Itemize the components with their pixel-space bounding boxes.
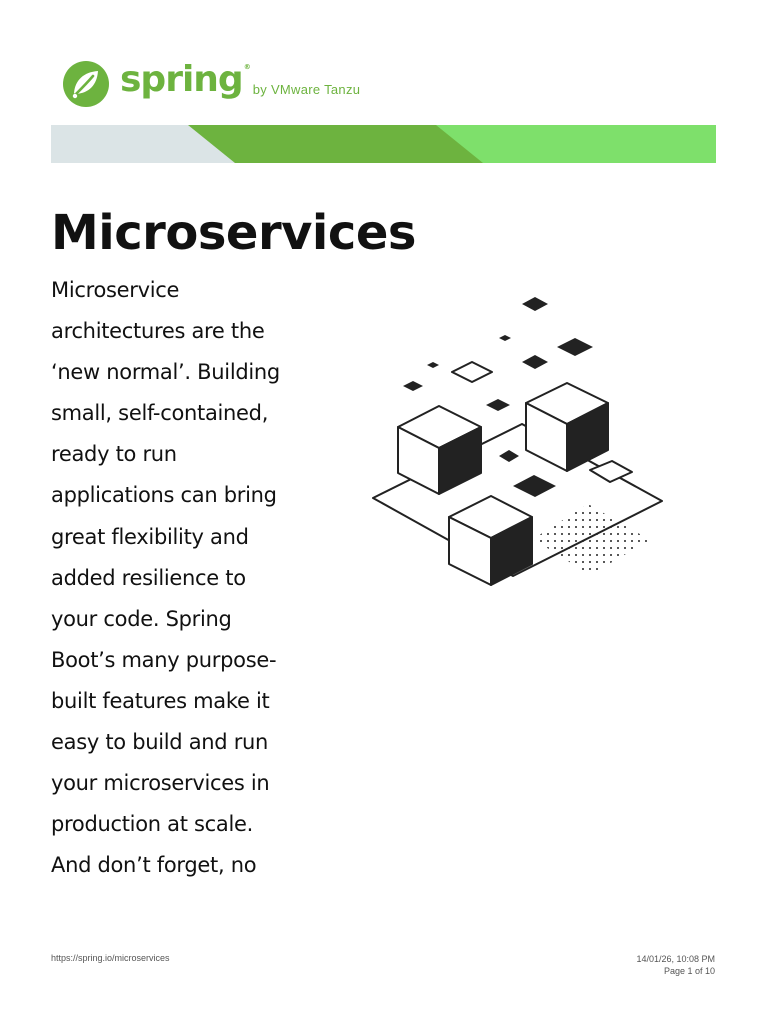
body-line: easy to build and run bbox=[51, 730, 269, 755]
floating-diamond bbox=[522, 355, 548, 369]
footer-timestamp: 14/01/26, 10:08 PM bbox=[636, 954, 715, 964]
banner-light-green-segment bbox=[436, 125, 716, 163]
floating-diamond bbox=[427, 362, 439, 368]
body-line: And don’t forget, no bbox=[51, 853, 257, 878]
registered-mark: ® bbox=[243, 63, 250, 71]
floating-diamond bbox=[486, 399, 510, 411]
floating-outline-diamond bbox=[452, 362, 492, 382]
body-line: your microservices in bbox=[51, 771, 270, 796]
body-line: your code. Spring bbox=[51, 606, 232, 631]
floating-diamond bbox=[557, 338, 593, 356]
body-line: small, self-contained, bbox=[51, 401, 269, 426]
floating-diamond bbox=[499, 335, 511, 341]
body-line: Microservice bbox=[51, 278, 180, 302]
body-line: applications can bring bbox=[51, 483, 277, 508]
isometric-cubes-illustration bbox=[370, 290, 670, 590]
header-banner bbox=[51, 125, 716, 163]
body-line: added resilience to bbox=[51, 565, 246, 590]
body-line: ‘new normal’. Building bbox=[51, 360, 280, 385]
body-line: architectures are the bbox=[51, 319, 265, 344]
body-line: built features make it bbox=[51, 688, 270, 713]
floating-diamond bbox=[522, 297, 548, 311]
body-paragraph bbox=[51, 270, 316, 886]
body-line: ready to run bbox=[51, 442, 177, 467]
footer-page-number: Page 1 of 10 bbox=[663, 966, 715, 976]
footer-meta bbox=[636, 953, 715, 977]
spring-logo bbox=[62, 59, 360, 109]
body-line: great flexibility and bbox=[51, 524, 249, 549]
floating-diamond bbox=[403, 381, 423, 391]
brand-tagline: by VMware Tanzu bbox=[252, 81, 361, 97]
page-title: Microservices bbox=[51, 205, 416, 261]
spring-leaf-icon bbox=[62, 60, 110, 108]
body-line: Boot’s many purpose- bbox=[51, 647, 277, 672]
footer-url: https://spring.io/microservices bbox=[51, 953, 170, 963]
brand-name-text: spring bbox=[120, 59, 243, 100]
body-line: production at scale. bbox=[51, 812, 254, 837]
brand-name bbox=[120, 59, 250, 100]
